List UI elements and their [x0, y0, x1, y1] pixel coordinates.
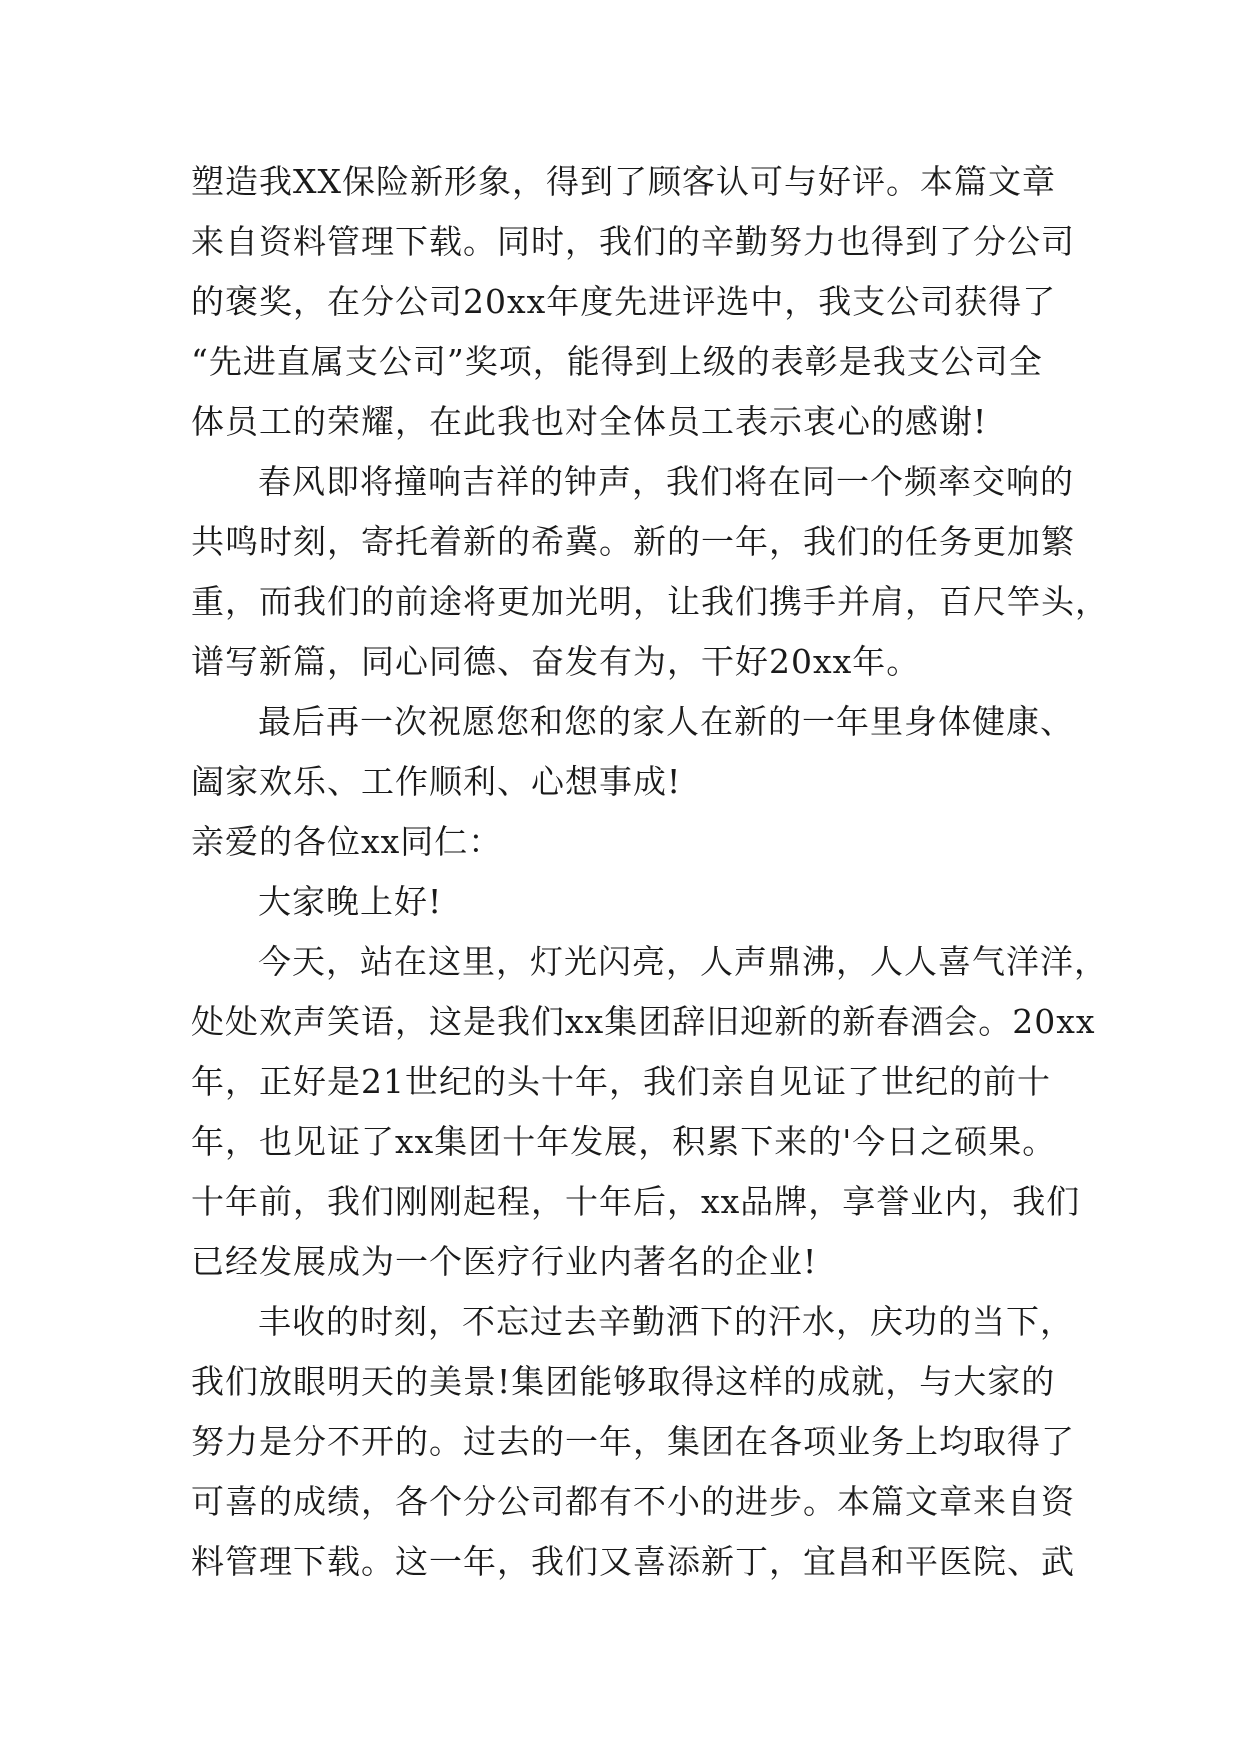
- text-line: 体员工的荣耀，在此我也对全体员工表示衷心的感谢!: [191, 402, 988, 441]
- text-line: 年，正好是21世纪的头十年，我们亲自见证了世纪的前十: [191, 1062, 1051, 1101]
- text-line: 重，而我们的前途将更加光明，让我们携手并肩，百尺竿头，: [191, 582, 1109, 621]
- text-line: 丰收的时刻，不忘过去辛勤洒下的汗水，庆功的当下，: [258, 1302, 1074, 1341]
- text-line: 最后再一次祝愿您和您的家人在新的一年里身体健康、: [258, 702, 1074, 741]
- text-line: 来自资料管理下载。同时，我们的辛勤努力也得到了分公司: [191, 222, 1075, 261]
- text-line: 处处欢声笑语，这是我们xx集团辞旧迎新的新春酒会。20xx: [191, 1002, 1096, 1041]
- text-line: 春风即将撞响吉祥的钟声，我们将在同一个频率交响的: [258, 462, 1074, 501]
- text-line: 的褒奖，在分公司20xx年度先进评选中，我支公司获得了: [191, 282, 1057, 321]
- text-line: 今天，站在这里，灯光闪亮，人声鼎沸，人人喜气洋洋，: [258, 942, 1108, 981]
- text-line: 共鸣时刻，寄托着新的希冀。新的一年，我们的任务更加繁: [191, 522, 1075, 561]
- text-line: 我们放眼明天的美景!集团能够取得这样的成就，与大家的: [191, 1362, 1056, 1401]
- text-line: 大家晚上好!: [258, 882, 443, 921]
- text-line: 料管理下载。这一年，我们又喜添新丁，宜昌和平医院、武: [191, 1542, 1075, 1581]
- text-line: 阖家欢乐、工作顺利、心想事成!: [191, 762, 682, 801]
- text-line: 塑造我XX保险新形象，得到了顾客认可与好评。本篇文章: [191, 162, 1056, 201]
- text-line: 已经发展成为一个医疗行业内著名的企业!: [191, 1242, 818, 1281]
- text-line: 年，也见证了xx集团十年发展，积累下来的'今日之硕果。: [191, 1122, 1057, 1161]
- text-line: 十年前，我们刚刚起程，十年后，xx品牌，享誉业内，我们: [191, 1182, 1081, 1221]
- text-line: 亲爱的各位xx同仁：: [191, 822, 503, 861]
- text-line: 努力是分不开的。过去的一年，集团在各项业务上均取得了: [191, 1422, 1075, 1461]
- text-line: “先进直属支公司”奖项，能得到上级的表彰是我支公司全: [191, 342, 1043, 381]
- text-line: 可喜的成绩，各个分公司都有不小的进步。本篇文章来自资: [191, 1482, 1075, 1521]
- text-line: 谱写新篇，同心同德、奋发有为，干好20xx年。: [191, 642, 921, 681]
